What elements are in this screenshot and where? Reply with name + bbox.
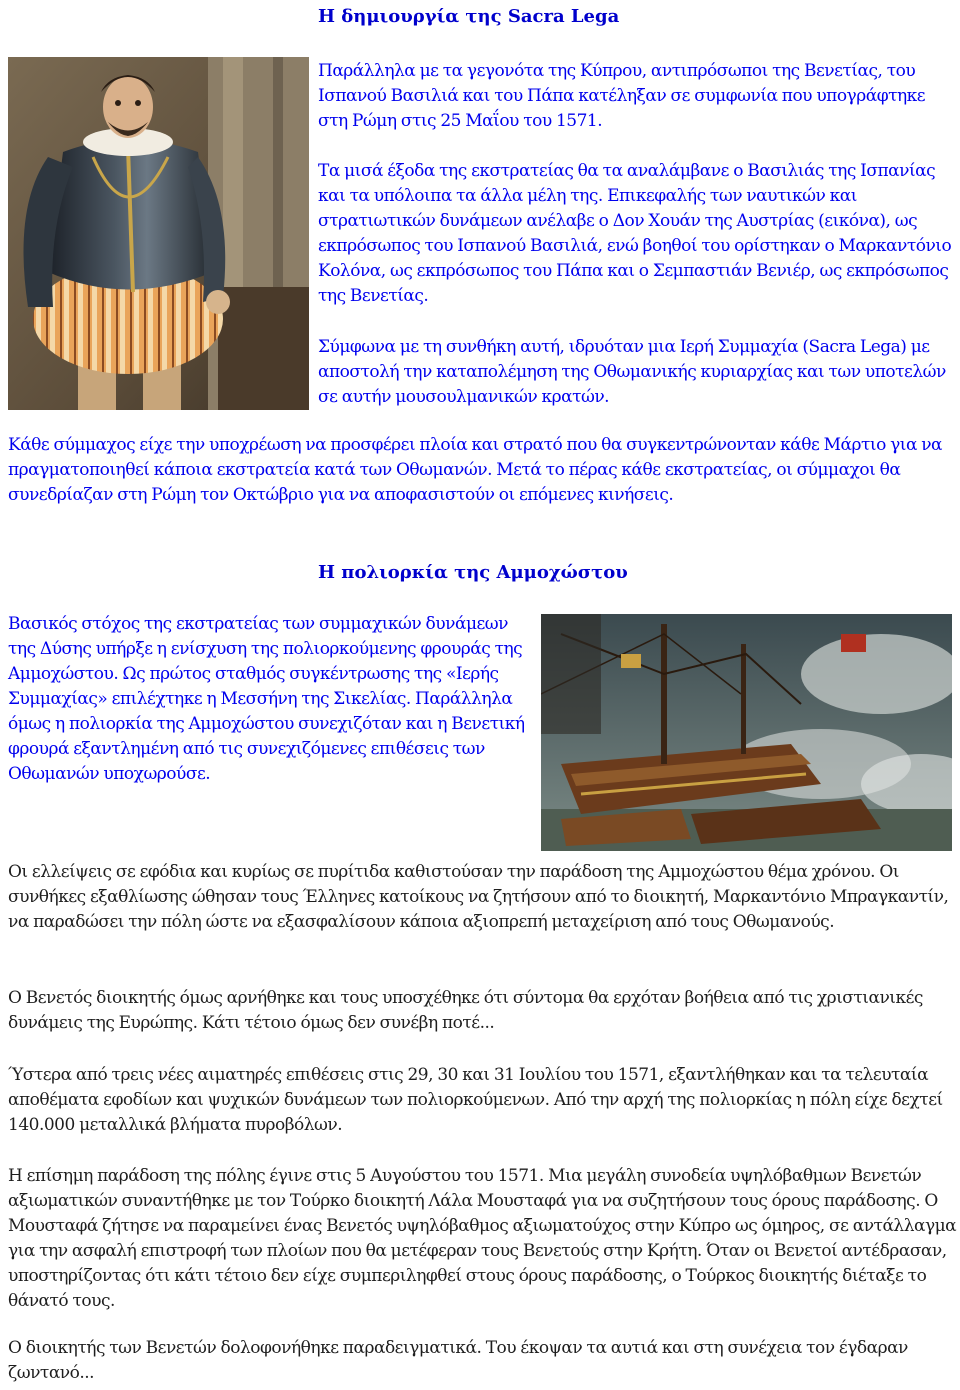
paragraph-holy-league: Σύμφωνα με τη συνθήκη αυτή, ιδρυόταν μια Ιερή Συμμαχία (Sacra Lega) με αποστολή την καταπολέμηση της Οθωμανικής κυριαρχίας και των υποτελών σε αυτήν μουσουλμανικών κρατών.: [318, 337, 946, 407]
paragraph-governor-refusal: Ο Βενετός διοικητής όμως αρνήθηκε και τους υποσχέθηκε ότι σύντομα θα ερχόταν βοήθεια από τις χριστιανικές δυνάμεις της Ευρώπης. Κάτι τέτοιο όμως δεν συνέβη ποτέ...: [8, 988, 923, 1033]
paragraph-allies-duty: Κάθε σύμμαχος είχε την υποχρέωση να προσφέρει πλοία και στρατό που θα συγκεντρώνονταν κάθε Μάρτιο για να πραγματοποιηθεί κάποια εκστρατεία κατά των Οθωμανών. Μετά το πέρας κάθε εκστρατείας, οι σύμμαχοι θα συνεδρίαζαν στη Ρώμη τον Οκτώβριο για να αποφασιστούν οι επόμενες κινήσεις.: [8, 435, 943, 505]
heading-famagusta-siege: Η πολιορκία της Αμμοχώστου: [318, 562, 628, 583]
paragraph-surrender: Η επίσημη παράδοση της πόλης έγινε στις 5 Αυγούστου του 1571. Μια μεγάλη συνοδεία υψηλόβαθμων Βενετών αξιωματικών συναντήθηκε με τον Τούρκο διοικητή Λάλα Μουσταφά για να συζητήσουν τους όρους παράδοσης. Ο Μουσταφά ζήτησε να παραμείνει ένας Βενετός υψηλόβαθμος αξιωματούχος στην Κύπρο ως όμηρος, σε αντάλλαγμα για την ασφαλή επιστροφή των πλοίων που θα μετέφεραν τους Βενετούς στην Κρήτη. Όταν οι Βενετοί αντέδρασαν, υποστηρίζοντας ότι κάτι τέτοιο δεν είχε συμπεριληφθεί στους όρους παράδοσης, ο Τούρκος διοικητής διέταξε το θάνατό τους.: [8, 1166, 957, 1311]
paragraph-expenses: Τα μισά έξοδα της εκστρατείας θα τα αναλάμβανε ο Βασιλιάς της Ισπανίας και τα υπόλοιπα τα άλλα μέλη της. Επικεφαλής των ναυτικών και στρατιωτικών δυνάμεων ανέλαβε ο Δον Χουάν της Αυστρίας (εικόνα), ως εκπρόσωπος του Ισπανού Βασιλιά, ενώ βοηθοί του ορίστηκαν ο Μαρκαντόνιο Κολόνα, ως εκπρόσωπος του Πάπα και ο Σεμπαστιάν Βενιέρ, ως εκπρόσωπος της Βενετίας.: [318, 161, 952, 306]
paragraph-commander-death: Ο διοικητής των Βενετών δολοφονήθηκε παραδειγματικά. Του έκοψαν τα αυτιά και στη συνέχεια τον έγδαραν ζωντανό...: [8, 1338, 908, 1383]
paragraph-agreement: Παράλληλα με τα γεγονότα της Κύπρου, αντιπρόσωποι της Βενετίας, του Ισπανού Βασιλιά και του Πάπα κατέληξαν σε συμφωνία που υπογράφτηκε στη Ρώμη στις 25 Μαΐου του 1571.: [318, 61, 926, 131]
portrait-don-juan-image: [8, 57, 309, 410]
heading-sacra-lega: Η δημιουργία της Sacra Lega: [318, 6, 620, 27]
paragraph-campaign-goal: Βασικός στόχος της εκστρατείας των συμμαχικών δυνάμεων της Δύσης υπήρξε η ενίσχυση της πολιορκούμενης φρουράς της Αμμοχώστου. Ως πρώτος σταθμός συγκέντρωσης της «Ιερής Συμμαχίας» επιλέχτηκε η Μεσσήνη της Σικελίας. Παράλληλα όμως η πολιορκία της Αμμοχώστου συνεχιζόταν και η Βενετική φρουρά εξαντλημένη από τις συνεχιζόμενες επιθέσεις των Οθωμανών υποχωρούσε.: [8, 614, 525, 784]
naval-battle-image: [541, 614, 952, 851]
paragraph-final-attacks: Ύστερα από τρεις νέες αιματηρές επιθέσεις στις 29, 30 και 31 Ιουλίου του 1571, εξαντλήθηκαν και τα τελευταία αποθέματα εφοδίων και ψυχικών δυνάμεων των πολιορκούμενων. Από την αρχή της πολιορκίας η πόλη είχε δεχτεί 140.000 μεταλλικά βλήματα πυροβόλων.: [8, 1065, 943, 1135]
paragraph-supplies-shortage: Οι ελλείψεις σε εφόδια και κυρίως σε πυρίτιδα καθιστούσαν την παράδοση της Αμμοχώστου θέμα χρόνου. Οι συνθήκες εξαθλίωσης ώθησαν τους Έλληνες κατοίκους να ζητήσουν από το διοικητή, Μαρκαντόνιο Μπραγκαντίν, να παραδώσει την πόλη ώστε να εξασφαλίσουν κάποια αξιοπρεπή μεταχείριση από τους Οθωμανούς.: [8, 862, 949, 932]
